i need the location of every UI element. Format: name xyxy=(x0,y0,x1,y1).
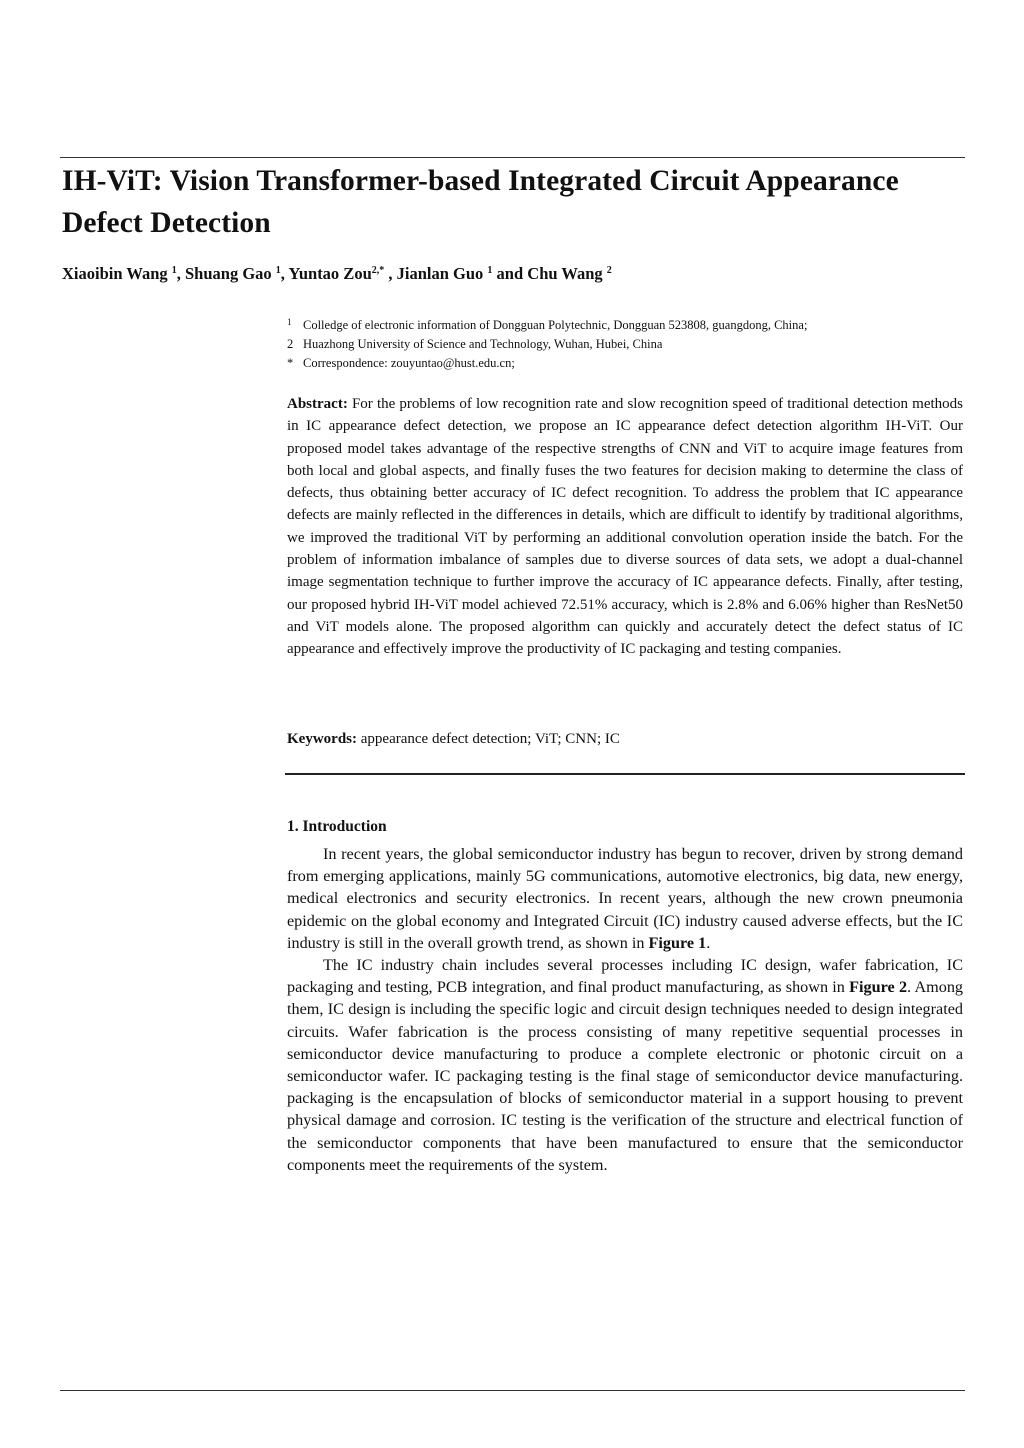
author-name: Jianlan Guo xyxy=(396,264,484,283)
affiliation-mark: 2 xyxy=(287,337,294,351)
paragraph: The IC industry chain includes several processes including IC design, wafer fabrication, IC packaging and testing, PCB integration, and final product manufacturing, as shown in Figure 2. Among them, IC design is including the specific logic and circuit design techniques needed to design integrated circuits. Wafer fabrication is the process consisting of many repetitive sequential processes in semiconductor device manufacturing to produce a complete electronic or photonic circuit on a semiconductor wafer. IC packaging testing is the final stage of semiconductor device manufacturing. packaging is the encapsulation of blocks of semiconductor material in a support housing to prevent physical damage and corrosion. IC testing is the verification of the structure and electrical function of the semiconductor components that have been manufactured to ensure that the semiconductor components meet the requirements of the system. xyxy=(287,956,964,1174)
keywords xyxy=(287,728,963,750)
paragraph: In recent years, the global semiconductor industry has begun to recover, driven by strong demand from emerging applications, mainly 5G communications, automotive electronics, big data, new energy, medical electronics and security electronics. In recent years, although the new crown pneumonia epidemic on the global economy and Integrated Circuit (IC) industry caused adverse effects, but the IC industry is still in the overall growth trend, as shown in Figure 1. xyxy=(287,845,963,952)
author-affiliation-mark: 2 xyxy=(606,265,612,276)
abstract xyxy=(287,393,963,661)
author-name: Yuntao Zou xyxy=(288,264,372,283)
figure-1-reference[interactable]: Figure 1 xyxy=(648,933,707,952)
keywords-label: Keywords: xyxy=(287,731,357,747)
affiliation-item xyxy=(287,335,967,354)
affiliation-text: Huazhong University of Science and Technology, Wuhan, Hubei, China xyxy=(303,337,663,351)
author-name: Chu Wang xyxy=(527,264,603,283)
correspondence-mark: * xyxy=(287,356,294,370)
header-rule xyxy=(60,157,965,158)
section-heading-introduction: 1. Introduction xyxy=(287,818,387,835)
footer-rule xyxy=(60,1390,965,1391)
affiliation-item xyxy=(287,316,967,335)
author-name: Shuang Gao xyxy=(185,264,272,283)
author-affiliation-mark: 1 xyxy=(275,265,281,276)
abstract-divider xyxy=(285,773,965,775)
introduction-body xyxy=(287,843,963,1176)
author-affiliation-mark: 2,* xyxy=(371,265,385,276)
author-affiliation-mark: 1 xyxy=(171,265,177,276)
keywords-text: appearance defect detection; ViT; CNN; IC xyxy=(360,731,620,747)
abstract-text: For the problems of low recognition rate and slow recognition speed of traditional detection methods in IC appearance defect detection, we propose an IC appearance defect detection algorithm IH-ViT. Our proposed model takes advantage of the respective strengths of CNN and ViT to acquire image features from both local and global aspects, and finally fuses the two features for decision making to determine the class of defects, thus obtaining better accuracy of IC defect recognition. To address the problem that IC appearance defects are mainly reflected in the differences in details, which are difficult to identify by traditional algorithms, we improved the traditional ViT by performing an additional convolution operation inside the batch. For the problem of information imbalance of samples due to diverse sources of data sets, we adopt a dual-channel image segmentation technique to further improve the accuracy of IC appearance defects. Finally, after testing, our proposed hybrid IH-ViT model achieved 72.51% accuracy, which is 2.8% and 6.06% higher than ResNet50 and ViT models alone. The proposed algorithm can quickly and accurately detect the defect status of IC appearance and effectively improve the productivity of IC packaging and testing companies. xyxy=(287,396,964,658)
author-affiliation-mark: 1 xyxy=(487,265,493,276)
figure-2-reference[interactable]: Figure 2 xyxy=(849,978,908,997)
correspondence-item xyxy=(287,354,967,373)
affiliations xyxy=(287,316,967,373)
author-name: Xiaoibin Wang xyxy=(62,264,168,283)
affiliation-text: Colledge of electronic information of Dongguan Polytechnic, Dongguan 523808, guangdong, China; xyxy=(303,318,808,332)
correspondence-text: Correspondence: zouyuntao@hust.edu.cn; xyxy=(303,356,515,370)
abstract-label: Abstract: xyxy=(287,396,348,412)
author-list: Xiaoibin Wang $^1$, Shuang Gao $^1$, Yuntao Zou$^{2,*}$ , Jianlan Guo $^1$ and Chu Wang $^2$ xyxy=(62,264,612,283)
affiliation-mark: 1 xyxy=(287,317,292,327)
paper-title: IH-ViT: Vision Transformer-based Integrated Circuit Appearance Defect Detection xyxy=(62,165,899,239)
